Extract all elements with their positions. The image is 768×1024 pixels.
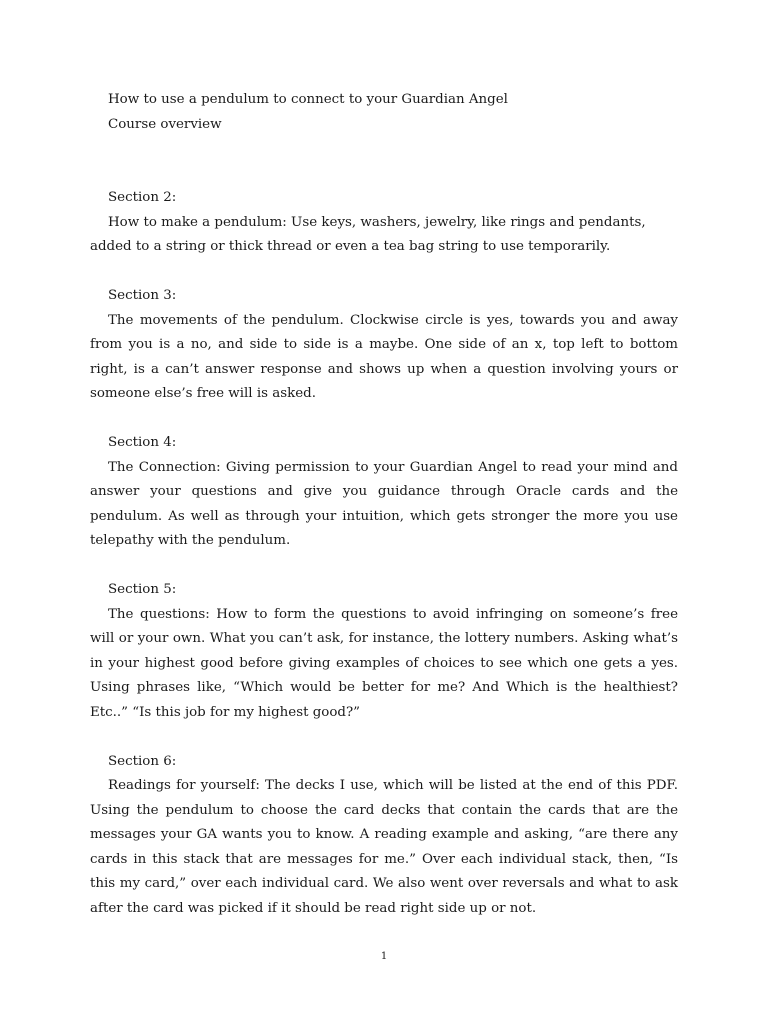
- section-5-heading: Section 5:: [108, 582, 177, 597]
- section-4-heading: Section 4:: [108, 435, 177, 450]
- section-3-body: The movements of the pendulum. Clockwise circle is yes, towards you and away from you is a no, and side to side is a maybe. One side of an x, top left to bottom right, is a can’t answer response and shows up when a question involving yours or someone else’s free will is asked.: [90, 312, 678, 401]
- spacer: [90, 554, 678, 579]
- section-2-body: How to make a pendulum: Use keys, washers, jewelry, like rings and pendants, added to a string or thick thread or even a tea bag string to use temporarily.: [90, 214, 646, 254]
- spacer: [90, 137, 678, 186]
- page-number: 1: [380, 951, 388, 962]
- document-title: How to use a pendulum to connect to your Guardian Angel: [108, 92, 508, 107]
- section-6-heading: Section 6:: [108, 753, 177, 769]
- document-content: [90, 88, 678, 921]
- spacer: [90, 725, 678, 750]
- spacer: [90, 260, 678, 285]
- section-4-body: The Connection: Giving permission to your Guardian Angel to read your mind and answer your questions and give you guidance through Oracle cards and the pendulum. As well as through your intuition, which gets stronger the more you use telepathy with the pendulum.: [90, 459, 678, 548]
- spacer: [90, 407, 678, 432]
- section-3-heading: Section 3:: [108, 288, 177, 303]
- section-2-heading: Section 2:: [108, 190, 177, 205]
- section-6-body: Readings for yourself: The decks I use, which will be listed at the end of this PDF. Using the pendulum to choose the card decks that contain the cards that are the messages your GA wants you to know. A reading example and asking, “are there any cards in this stack that are messages for me.” Over each individual stack, then, “Is this my card,” over each individual card. We also went over reversals and what to ask after the card was picked if it should be read right side up or not.: [90, 778, 678, 916]
- section-5-body: The questions: How to form the questions to avoid infringing on someone’s free will or your own. What you can’t ask, for instance, the lottery numbers. Asking what’s in your highest good before giving examples of choices to see which one gets a yes. Using phrases like, “Which would be better for me? And Which is the healthiest? Etc..” “Is this job for my highest good?”: [90, 606, 678, 720]
- document-subtitle: Course overview: [108, 116, 222, 132]
